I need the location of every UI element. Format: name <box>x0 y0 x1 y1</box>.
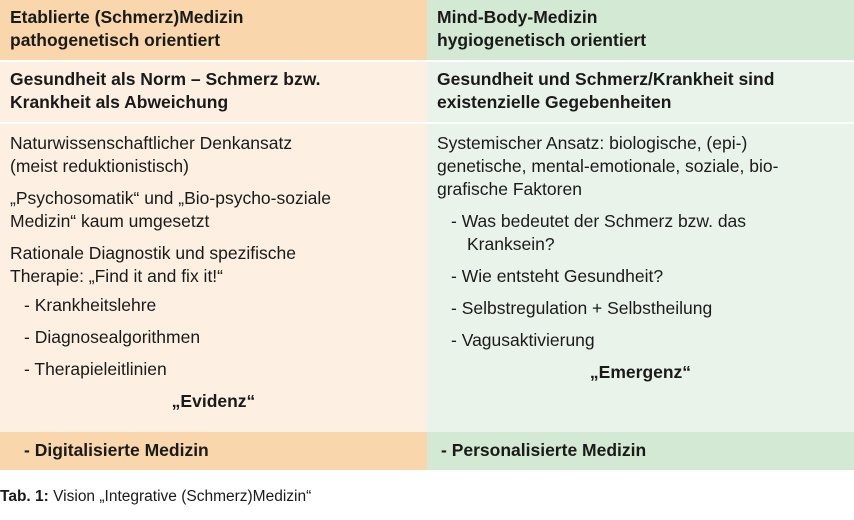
right-item-1-line1: - Was bedeutet der Schmerz bzw. das <box>451 211 747 231</box>
caption-label: Tab. 1: <box>0 488 49 505</box>
list-item: - Diagnosealgorithmen <box>24 327 201 347</box>
left-para-1 <box>10 132 417 178</box>
table-caption <box>0 488 311 506</box>
left-para-2 <box>10 187 417 233</box>
header-left-line1: Etablierte (Schmerz)Medizin <box>10 7 244 27</box>
right-body-cell <box>427 124 854 432</box>
list-item <box>437 210 844 256</box>
subheader-right-line1: Gesundheit und Schmerz/Krankheit sind <box>437 69 775 89</box>
footer-left-cell <box>0 432 427 470</box>
left-keyword: „Evidenz“ <box>171 391 256 411</box>
right-item-1-line2: Kranksein? <box>467 234 555 254</box>
header-left-cell <box>0 0 427 62</box>
subheader-left-line2: Krankheit als Abweichung <box>10 92 229 112</box>
left-para-3-line1: Rationale Diagnostik und spezifische <box>10 243 296 263</box>
list-item: - Therapieleitlinien <box>24 359 167 379</box>
right-para-1-line3: grafische Faktoren <box>437 179 582 199</box>
subheader-left-line1: Gesundheit als Norm – Schmerz bzw. <box>10 69 321 89</box>
left-para-1-line1: Naturwissenschaftlicher Denkansatz <box>10 133 293 153</box>
list-item: - Krankheitslehre <box>24 295 157 315</box>
header-right-line2: hygiogenetisch orientiert <box>437 30 647 50</box>
right-keyword: „Emergenz“ <box>589 362 692 382</box>
header-right-cell <box>427 0 854 62</box>
right-para-1-line2: genetische, mental-emotionale, soziale, bio- <box>437 156 779 176</box>
list-item: - Vagusaktivierung <box>451 330 595 350</box>
footer-right-text: - Personalisierte Medizin <box>441 440 647 460</box>
list-item: - Wie entsteht Gesundheit? <box>451 266 664 286</box>
left-para-2-line1: „Psychosomatik“ und „Bio-psycho-soziale <box>10 188 331 208</box>
right-para-1-line1: Systemischer Ansatz: biologische, (epi-) <box>437 133 748 153</box>
left-para-3-line2: Therapie: „Find it and fix it!“ <box>10 266 223 286</box>
subheader-right-line2: existenzielle Gegebenheiten <box>437 92 672 112</box>
header-left-line2: pathogenetisch orientiert <box>10 30 221 50</box>
left-para-3 <box>10 242 417 288</box>
list-item: - Selbstregulation + Selbstheilung <box>451 298 713 318</box>
subheader-left-cell <box>0 62 427 124</box>
left-para-2-line2: Medizin“ kaum umgesetzt <box>10 211 210 231</box>
caption-text: Vision „Integrative (Schmerz)Medizin“ <box>48 488 312 505</box>
left-para-1-line2: (meist reduktionistisch) <box>10 156 189 176</box>
footer-left-text: - Digitalisierte Medizin <box>24 440 209 460</box>
right-para-1 <box>437 132 844 201</box>
header-right-line1: Mind-Body-Medizin <box>437 7 598 27</box>
left-body-cell <box>0 124 427 432</box>
subheader-right-cell <box>427 62 854 124</box>
footer-right-cell <box>427 432 854 470</box>
